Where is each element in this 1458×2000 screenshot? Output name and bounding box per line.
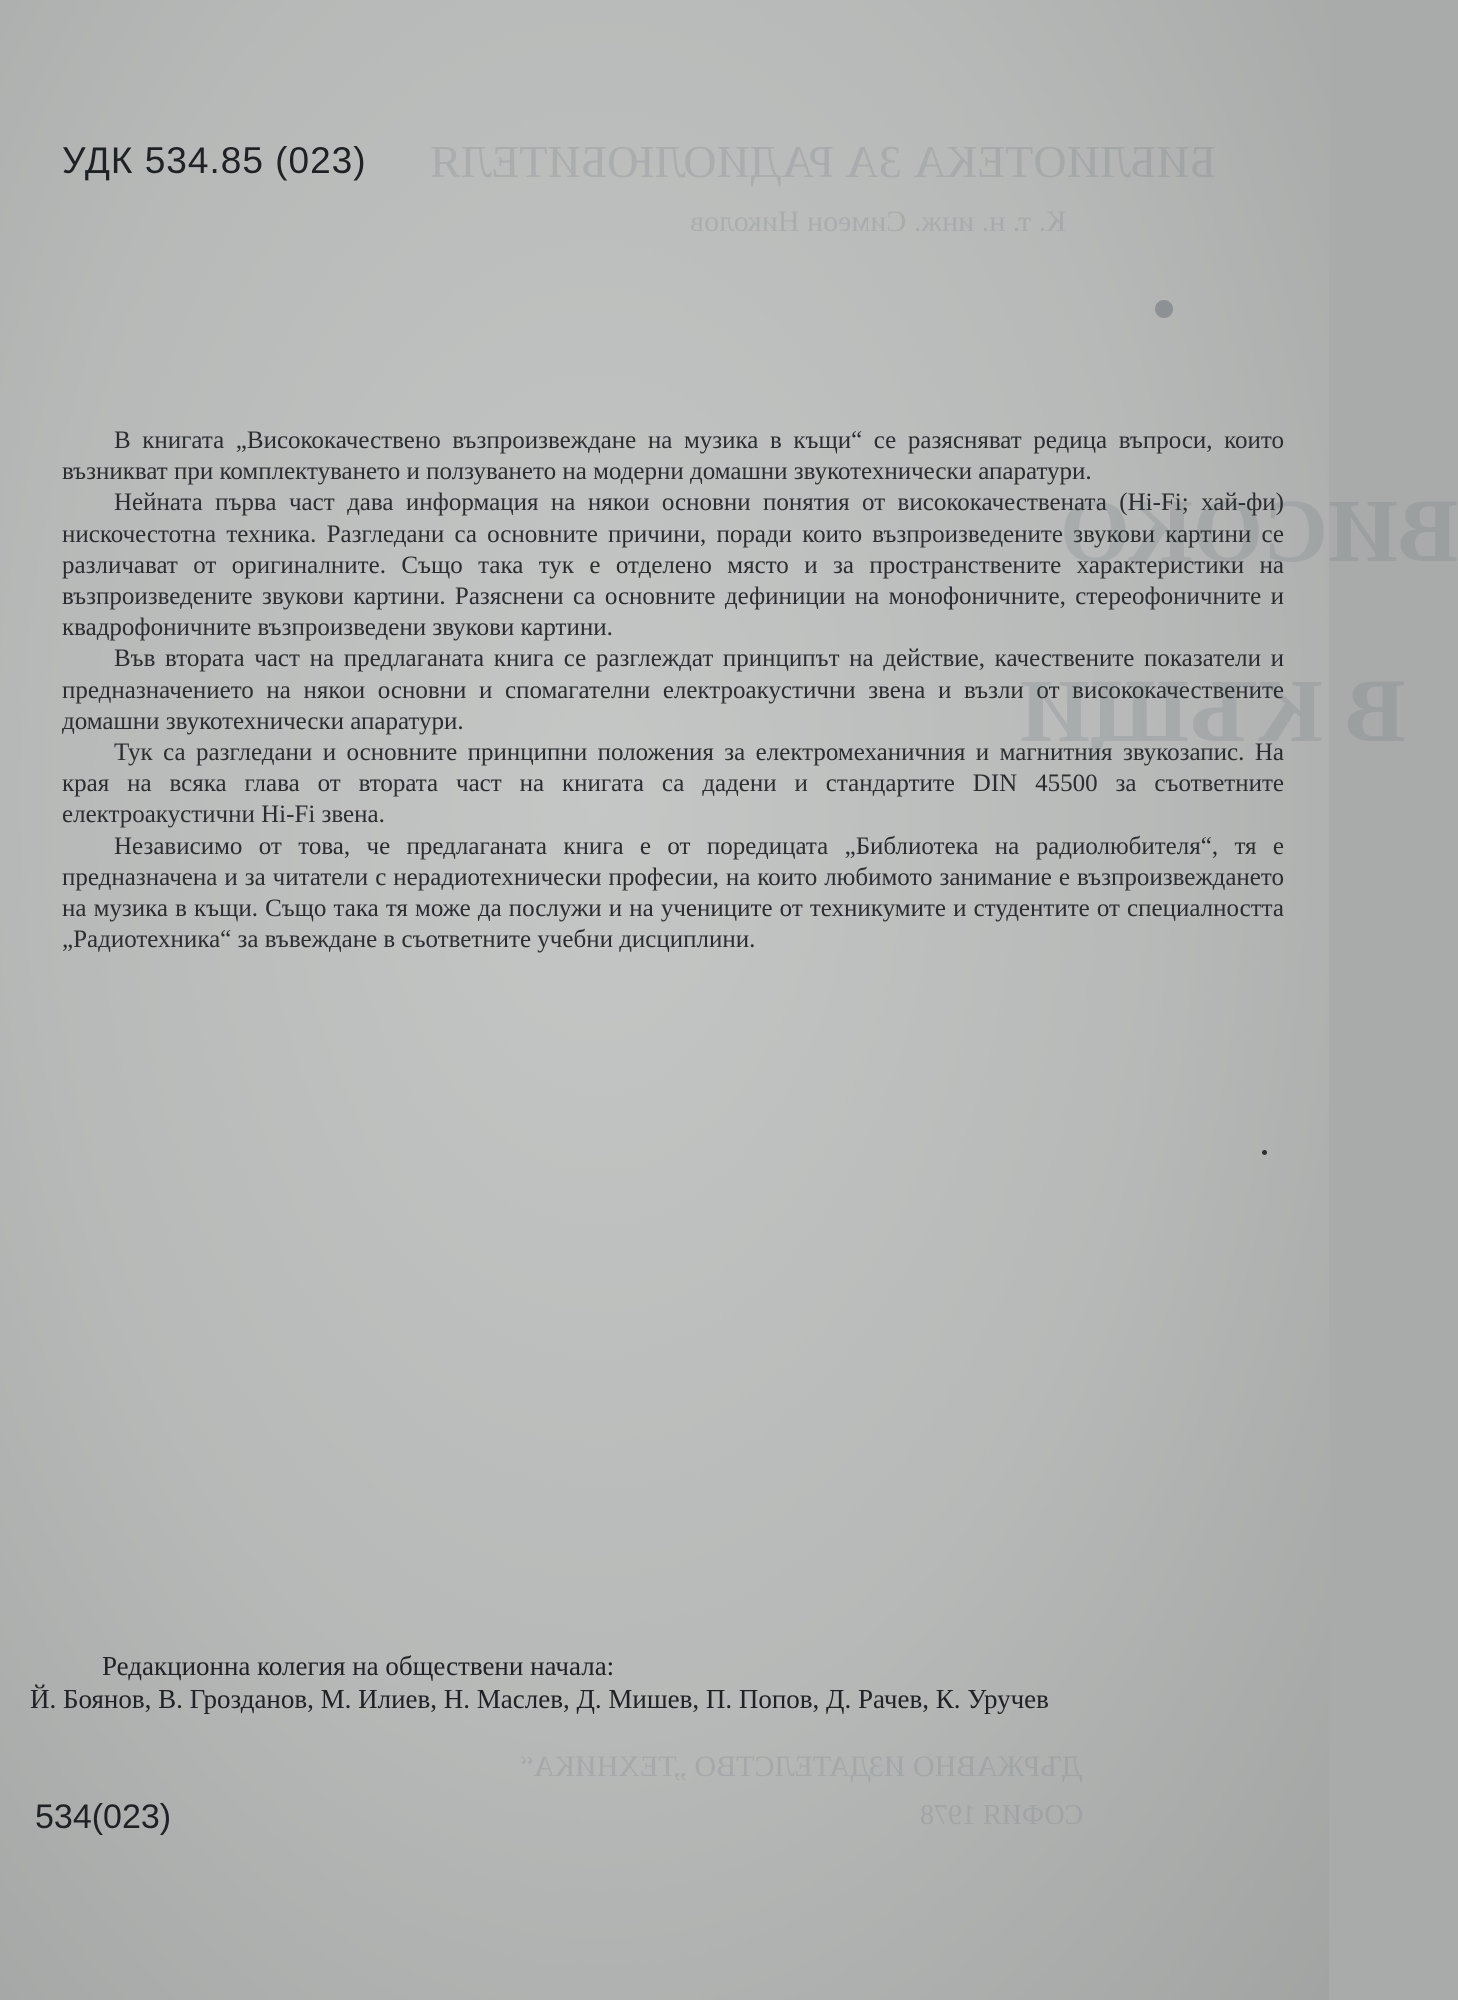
- udk-code: УДК 534.85 (023): [62, 140, 367, 181]
- bleed-through-text: ВИСОКО: [1060, 482, 1458, 581]
- bleed-through-text: СОФИЯ 1978: [920, 1800, 1084, 1831]
- bleed-through-text: БИБЛИОТЕКА ЗА РАДИОЛЮБИТЕЛЯ: [430, 136, 1216, 187]
- abstract-paragraph: Нейната първа част дава информация на някои основни понятия от висококачествената (Hi-Fi; хай-фи) нискочестотна техника. Разгледани са основните причини, поради които възпроизведените звукови картини се различават от оригиналните. Също така тук е отделено място и за пространствените характеристики на възпроизведените звукови картини. Разяснени са основните дефиниции на монофоничните, стереофоничните и квадрофоничните възпроизведени звукови картини.: [62, 489, 1284, 642]
- ink-dot: [1262, 1150, 1267, 1155]
- bleed-through-text: ДЪРЖАВНО ИЗДАТЕЛСТВО „ТЕХНИКА“: [520, 1750, 1083, 1783]
- editorial-board-names: Й. Боянов, В. Грозданов, М. Илиев, Н. Маслев, Д. Мишев, П. Попов, Д. Рачев, К. Уручев: [30, 1684, 1049, 1714]
- editorial-board-heading: Редакционна колегия на обществени начала:: [102, 1651, 615, 1681]
- abstract-paragraph: Във втората част на предлаганата книга се разглеждат принципът на действие, качествените показатели и предназначението на някои основни и спомагателни електроакустични звена и възли от висококачествените домашни звукотехнически апаратури.: [62, 645, 1284, 735]
- abstract: [62, 425, 1284, 955]
- abstract-paragraph: Тук са разгледани и основните принципни положения за електромеханичния и магнитния звукозапис. На края на всяка глава от втората част на книгата са дадени и стандартите DIN 45500 за съответните електроакустични Hi-Fi звена.: [62, 739, 1284, 829]
- bleed-through-mark: [1155, 300, 1173, 318]
- bleed-through-text: В КЪЩИ: [1020, 662, 1406, 761]
- abstract-paragraph: Независимо от това, че предлаганата книга е от поредицата „Библиотека на радиолюбителя“, тя е предназначена и за читатели с нерадиотехнически професии, на които любимото занимание е възпроизвеждането на музика в къщи. Също така тя може да послужи и на учениците от техникумите и студентите от специалността „Радиотехника“ за въвеждане в съответните учебни дисциплини.: [62, 832, 1284, 954]
- bleed-through-text: К. т. н. инж. Симеон Николов: [690, 205, 1067, 238]
- editorial-board: [30, 1650, 1270, 1716]
- classification-code: 534(023): [35, 1798, 172, 1836]
- abstract-paragraph: В книгата „Висококачествено възпроизвеждане на музика в къщи“ се разясняват редица въпроси, които възникват при комплектуването и ползуването на модерни домашни звукотехнически апаратури.: [62, 427, 1284, 486]
